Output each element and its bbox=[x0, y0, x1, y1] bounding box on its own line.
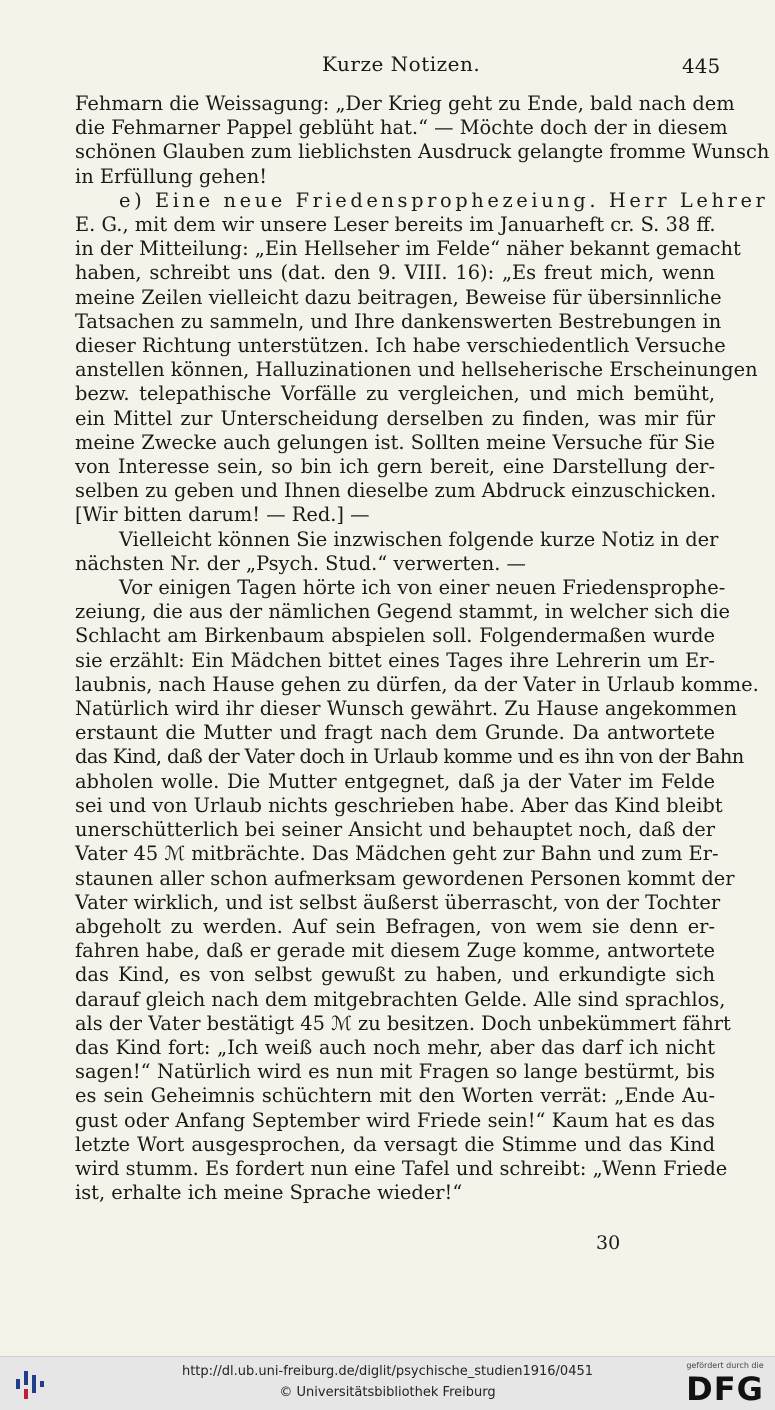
text-line: staunen aller schon aufmerksam gewordenen Personen kommt der bbox=[75, 866, 735, 890]
text-line: Natürlich wird ihr dieser Wunsch gewährt. Zu Hause angekommen bbox=[75, 697, 737, 721]
document-url-link[interactable]: http://dl.ub.uni-freiburg.de/diglit/psychische_studien1916/0451 bbox=[181, 1364, 594, 1379]
text-line: Vater wirklich, und ist selbst äußerst überrascht, von der Tochter bbox=[75, 890, 721, 914]
text-line: schönen Glauben zum lieblichsten Ausdruck gelangte fromme Wunsch bbox=[75, 140, 770, 164]
text-line: darauf gleich nach dem mitgebrachten Gelde. Alle sind sprachlos, bbox=[75, 987, 726, 1011]
text-line: das Kind, daß der Vater doch in Urlaub komme und es ihn von der Bahn bbox=[75, 745, 744, 769]
text-line: zeiung, die aus der nämlichen Gegend stammt, in welcher sich die bbox=[75, 600, 730, 624]
text-line: bezw. telepathische Vorfälle zu vergleichen, und mich bemüht, bbox=[75, 382, 715, 406]
text-line: es sein Geheimnis schüchtern mit den Worten verrät: „Ende Au- bbox=[75, 1084, 715, 1108]
copyright-notice: © Universitätsbibliothek Freiburg bbox=[279, 1385, 496, 1400]
text-line: von Interesse sein, so bin ich gern bereit, eine Darstellung der- bbox=[75, 455, 715, 479]
text-line: Schlacht am Birkenbaum abspielen soll. Folgendermaßen wurde bbox=[75, 624, 715, 648]
dfg-wordmark: DFG bbox=[686, 1370, 764, 1408]
text-line: selben zu geben und Ihnen dieselbe zum Abdruck einzuschicken. bbox=[75, 479, 717, 503]
dfg-caption: gefördert durch die bbox=[686, 1361, 764, 1370]
text-line: laubnis, nach Hause gehen zu dürfen, da der Vater in Urlaub komme. bbox=[75, 672, 759, 696]
text-line: nächsten Nr. der „Psych. Stud.“ verwerten. — bbox=[75, 551, 526, 575]
text-line: das Kind fort: „Ich weiß auch noch mehr, aber das darf ich nicht bbox=[75, 1035, 715, 1059]
text-line: sie erzählt: Ein Mädchen bittet eines Tages ihre Lehrerin um Er- bbox=[75, 648, 715, 672]
text-line: Vater 45 ℳ mitbrächte. Das Mädchen geht zur Bahn und zum Er- bbox=[75, 842, 719, 866]
text-line: ein Mittel zur Unterscheidung derselben zu finden, was mir für bbox=[75, 406, 715, 430]
text-line: sagen!“ Natürlich wird es nun mit Fragen so lange bestürmt, bis bbox=[75, 1060, 715, 1084]
text-line: meine Zwecke auch gelungen ist. Sollten meine Versuche für Sie bbox=[75, 430, 715, 454]
text-line: das Kind, es von selbst gewußt zu haben, und erkundigte sich bbox=[75, 963, 715, 987]
text-line: wird stumm. Es fordert nun eine Tafel und schreibt: „Wenn Friede bbox=[75, 1156, 728, 1180]
text-line: E. G., mit dem wir unsere Leser bereits im Januarheft cr. S. 38 ff. bbox=[75, 213, 716, 237]
text-line: in Erfüllung gehen! bbox=[75, 164, 268, 188]
page-number: 445 bbox=[682, 54, 721, 78]
text-line: anstellen können, Halluzinationen und hellseherische Erscheinungen bbox=[75, 358, 758, 382]
running-title: Kurze Notizen. bbox=[322, 52, 481, 76]
text-line: als der Vater bestätigt 45 ℳ zu besitzen. Doch unbekümmert fährt bbox=[75, 1011, 731, 1035]
section-heading-line bbox=[75, 188, 769, 213]
text-line: Tatsachen zu sammeln, und Ihre dankenswerten Bestrebungen in bbox=[75, 309, 722, 333]
body-text bbox=[75, 92, 770, 1205]
text-line: erstaunt die Mutter und fragt nach dem Grunde. Da antwortete bbox=[75, 721, 715, 745]
section-heading: e) Eine neue Friedensprophezeiung. Herr Lehrer bbox=[119, 188, 769, 212]
sheet-signature-number: 30 bbox=[596, 1232, 621, 1254]
page-header bbox=[0, 52, 775, 82]
text-line: in der Mitteilung: „Ein Hellseher im Felde“ näher bekannt gemacht bbox=[75, 237, 741, 261]
text-line: abholen wolle. Die Mutter entgegnet, daß ja der Vater im Felde bbox=[75, 769, 715, 793]
text-line: letzte Wort ausgesprochen, da versagt die Stimme und das Kind bbox=[75, 1132, 715, 1156]
text-line: Fehmarn die Weissagung: „Der Krieg geht zu Ende, bald nach dem bbox=[75, 92, 735, 115]
text-line: fahren habe, daß er gerade mit diesem Zuge komme, antwortete bbox=[75, 939, 715, 963]
dfg-logo bbox=[683, 1361, 767, 1407]
text-line: [Wir bitten darum! — Red.] — bbox=[75, 503, 370, 527]
text-line: meine Zeilen vielleicht dazu beitragen, Beweise für übersinnliche bbox=[75, 285, 722, 309]
text-line: die Fehmarner Pappel geblüht hat.“ — Möchte doch der in diesem bbox=[75, 116, 728, 140]
text-line: gust oder Anfang September wird Friede sein!“ Kaum hat es das bbox=[75, 1108, 715, 1132]
text-line: haben, schreibt uns (dat. den 9. VIII. 16): „Es freut mich, wenn bbox=[75, 261, 715, 285]
text-line: abgeholt zu werden. Auf sein Befragen, von wem sie denn er- bbox=[75, 914, 715, 938]
text-line: sei und von Urlaub nichts geschrieben habe. Aber das Kind bleibt bbox=[75, 793, 723, 817]
text-line: ist, erhalte ich meine Sprache wieder!“ bbox=[75, 1181, 463, 1205]
viewer-footer bbox=[0, 1356, 775, 1410]
text-line: Vor einigen Tagen hörte ich von einer neuen Friedensprophe- bbox=[119, 576, 726, 600]
text-line: dieser Richtung unterstützen. Ich habe verschiedentlich Versuche bbox=[75, 334, 726, 358]
text-line: unerschütterlich bei seiner Ansicht und behauptet noch, daß der bbox=[75, 818, 715, 842]
text-line: Vielleicht können Sie inzwischen folgende kurze Notiz in der bbox=[119, 527, 719, 551]
